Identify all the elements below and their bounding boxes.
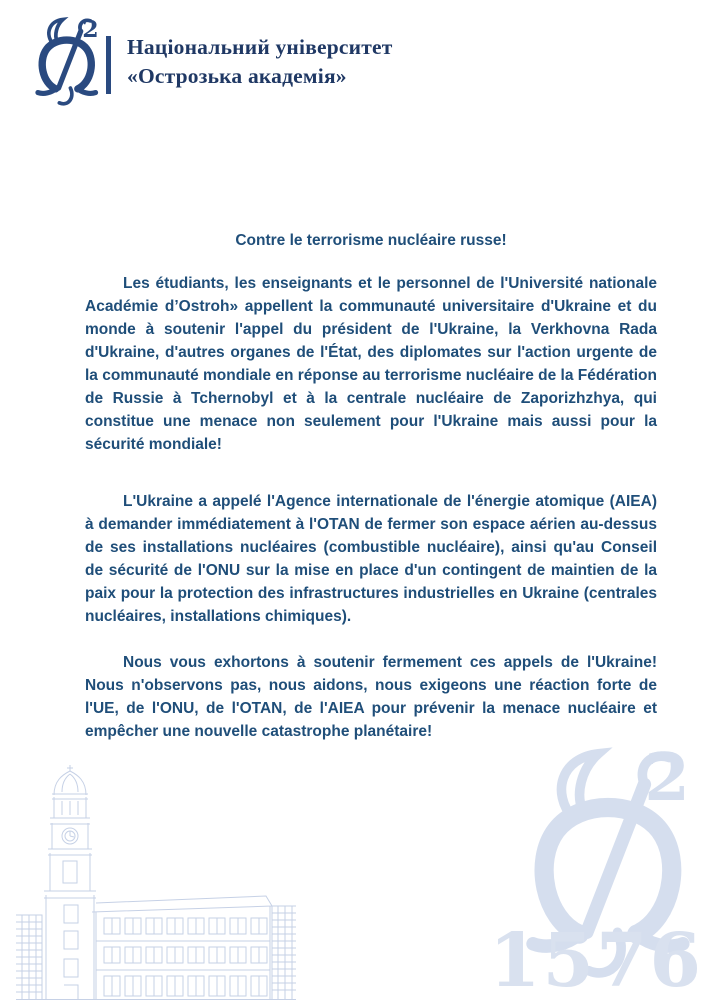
building-illustration <box>16 765 296 1000</box>
document-title: Contre le terrorisme nucléaire russe! <box>235 232 507 249</box>
watermark-monogram-superscript: 2 <box>644 742 690 816</box>
university-name <box>127 33 393 91</box>
watermark-founding-year: 1576 <box>489 918 703 1000</box>
paragraph-1: Les étudiants, les enseignants et le personnel de l'Université nationale Académie d’Ostroh» appellent la communauté universitaire d'Ukraine et du monde à soutenir l'appel du président de l'Ukraine, la Verkhovna Rada d'Ukraine, d'autres organes de l'État, des diplomates sur l'action urgente de la communauté mondiale en réponse au terrorisme nucléaire de la Fédération de Russie à Tchernobyl et à la centrale nucléaire de Zaporizhzhya, qui constitue une menace non seulement pour l'Ukraine mais aussi pour la sécurité mondiale! <box>85 275 657 453</box>
university-name-line1: Національний університет <box>127 35 393 59</box>
logo-divider <box>106 36 111 94</box>
watermark <box>481 742 707 1000</box>
monogram-superscript: 2 <box>82 15 99 44</box>
university-name-line2: «Острозька академія» <box>127 64 347 88</box>
paragraph-2: L'Ukraine a appelé l'Agence internationale de l'énergie atomique (AIEA) à demander immédiatement à l'OTAN de fermer son espace aérien au-dessus de ses installations nucléaires (combustible nucléaire), ainsi qu'au Conseil de sécurité de l'ONU sur la mise en place d'un contingent de maintien de la paix pour la protection des infrastructures industrielles en Ukraine (centrales nucléaires, installations chimiques). <box>85 493 657 625</box>
document-text <box>85 229 657 743</box>
university-logo-monogram-icon <box>29 15 103 111</box>
letterhead <box>0 0 707 125</box>
paragraph-3: Nous vous exhortons à soutenir fermement ces appels de l'Ukraine! Nous n'observons pas, nous aidons, nous exigeons une réaction forte de l'UE, de l'ONU, de l'OTAN, de l'AIEA pour prévenir la menace nucléaire et empêcher une nouvelle catastrophe planétaire! <box>85 654 657 740</box>
